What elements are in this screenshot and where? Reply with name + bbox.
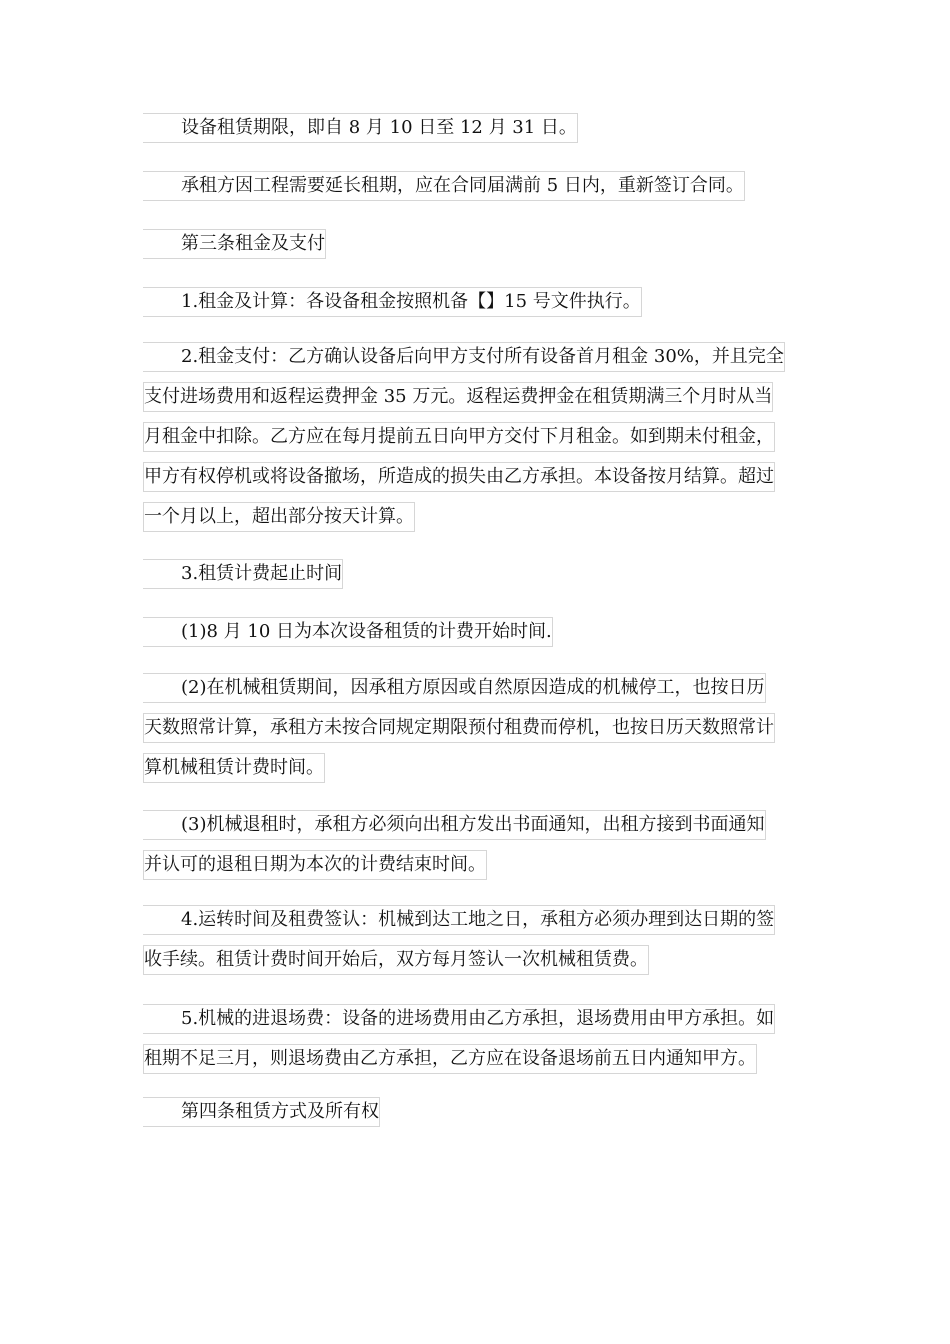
paragraph-mobilization-fees (143, 999, 807, 1079)
text-line: 设备租赁期限，即自 8 月 10 日至 12 月 31 日。 (143, 108, 807, 148)
paragraph-machine-downtime (143, 668, 807, 788)
paragraph-billing-start (143, 612, 807, 652)
text-line: 算机械租赁计费时间。 (143, 748, 807, 788)
text-line: (3)机械退租时，承租方必须向出租方发出书面通知，出租方接到书面通知 (143, 805, 807, 845)
text-line: 收手续。租赁计费时间开始后，双方每月签认一次机械租赁费。 (143, 940, 807, 980)
text-line: 甲方有权停机或将设备撤场，所造成的损失由乙方承担。本设备按月结算。超过 (143, 457, 807, 497)
text-line: 4.运转时间及租费签认：机械到达工地之日，承租方必须办理到达日期的签 (143, 900, 807, 940)
text-line: 并认可的退租日期为本次的计费结束时间。 (143, 845, 807, 885)
paragraph-billing-period (143, 554, 807, 594)
text-line: 第三条租金及支付 (143, 224, 807, 264)
paragraph-rent-calculation (143, 282, 807, 322)
text-line: 租期不足三月，则退场费由乙方承担，乙方应在设备退场前五日内通知甲方。 (143, 1039, 807, 1079)
paragraph-lease-period (143, 108, 807, 148)
text-line: 支付进场费用和返程运费押金 35 万元。返程运费押金在租赁期满三个月时从当 (143, 377, 807, 417)
text-line: 一个月以上，超出部分按天计算。 (143, 497, 807, 537)
text-line: 2.租金支付：乙方确认设备后向甲方支付所有设备首月租金 30%，并且完全 (143, 337, 807, 377)
paragraph-lease-return (143, 805, 807, 885)
text-line: 3.租赁计费起止时间 (143, 554, 807, 594)
section-heading-article-3 (143, 224, 807, 264)
text-line: 5.机械的进退场费：设备的进场费用由乙方承担，退场费用由甲方承担。如 (143, 999, 807, 1039)
text-line: 月租金中扣除。乙方应在每月提前五日向甲方交付下月租金。如到期未付租金， (143, 417, 807, 457)
paragraph-rent-payment (143, 337, 807, 537)
text-line: 承租方因工程需要延长租期，应在合同届满前 5 日内，重新签订合同。 (143, 166, 807, 206)
text-line: 第四条租赁方式及所有权 (143, 1092, 807, 1132)
text-line: (2)在机械租赁期间，因承租方原因或自然原因造成的机械停工，也按日历 (143, 668, 807, 708)
paragraph-operation-signoff (143, 900, 807, 980)
text-line: 1.租金及计算：各设备租金按照机备【】15 号文件执行。 (143, 282, 807, 322)
text-line: 天数照常计算，承租方未按合同规定期限预付租费而停机，也按日历天数照常计 (143, 708, 807, 748)
paragraph-extension (143, 166, 807, 206)
text-line: (1)8 月 10 日为本次设备租赁的计费开始时间. (143, 612, 807, 652)
section-heading-article-4 (143, 1092, 807, 1132)
